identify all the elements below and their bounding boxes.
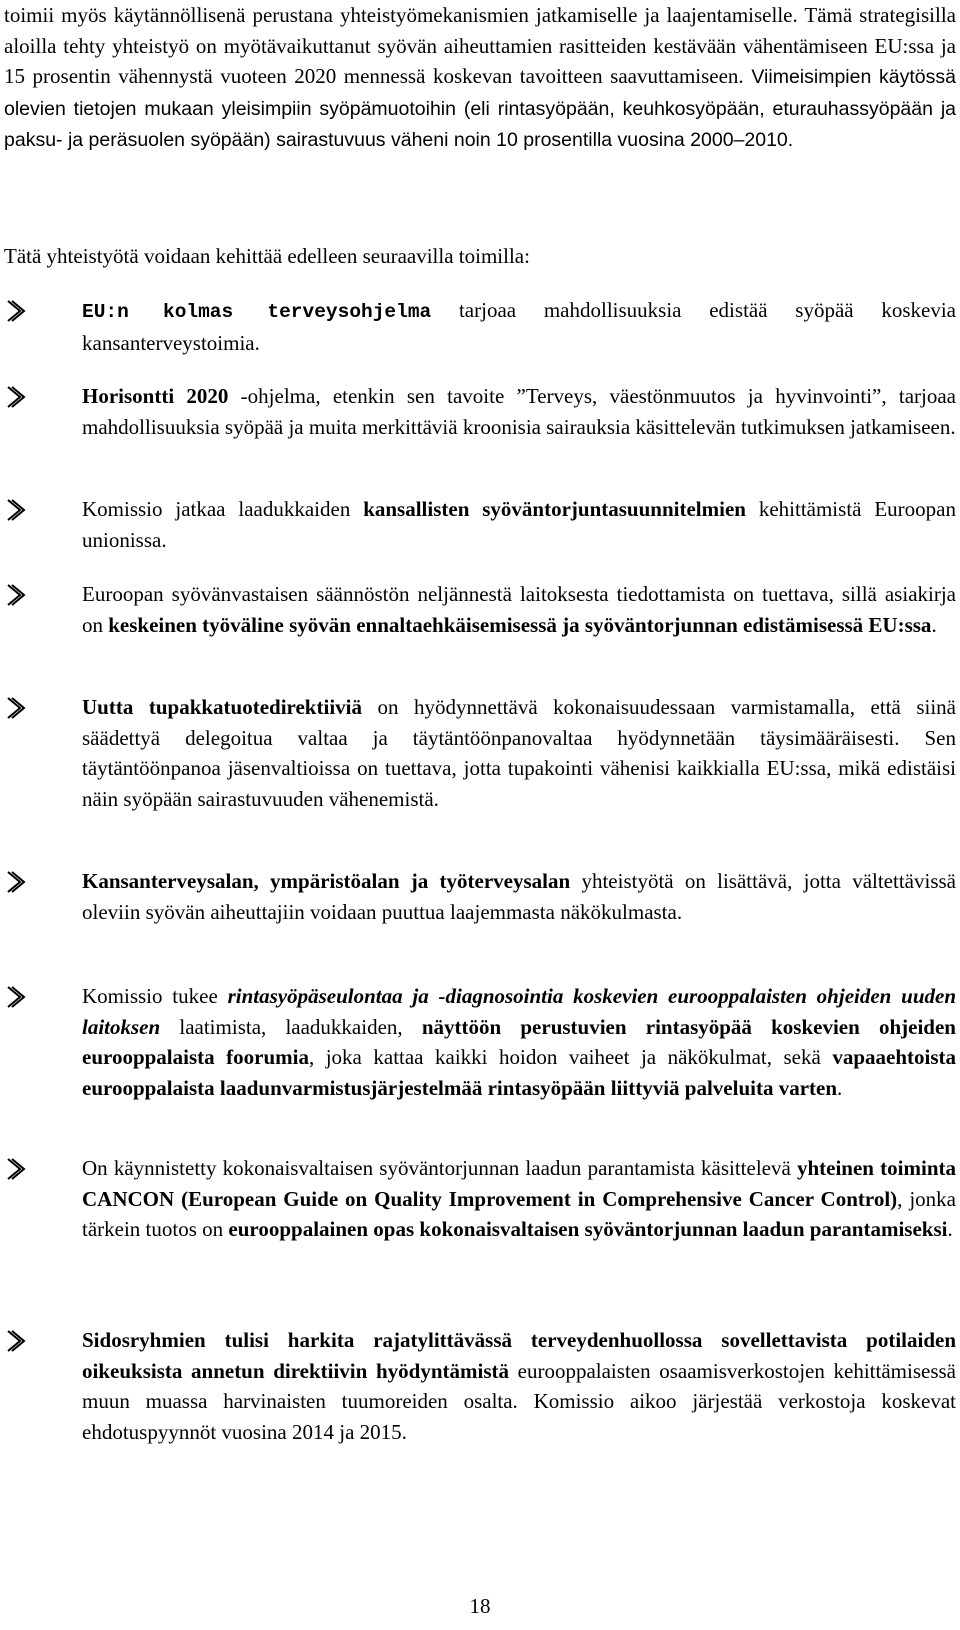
- page-number: 18: [469, 1594, 491, 1618]
- list-item-rest: on hyödynnettävä kokonaisuudessaan varmistamalla, että siinä säädettyä delegoitua valtaa ja täytäntöönpanovaltaa hyödynnetään täysimääräisesti. Sen täytäntöönpanoa jäsenvaltioissa on tuettava, jotta tupakointi vähenisi kaikkialla EU:ssa, mikä edistäisi näin syöpään sairastuvuuden vähenemistä.: [82, 695, 956, 811]
- list-item-text: [82, 579, 956, 640]
- bold-phrase: Kansanterveysalan, ympäristöalan ja työterveysalan: [82, 869, 571, 893]
- list-item-rest: .: [837, 1075, 843, 1100]
- bold-phrase: eurooppalainen opas kokonaisvaltaisen syöväntorjunnan laadun parantamiseksi: [228, 1217, 948, 1241]
- bullet-arrow-icon: [4, 984, 34, 1010]
- list-item-text: [82, 1153, 956, 1245]
- list-item-mid: , joka kattaa kaikki hoidon vaiheet ja näkökulmat, sekä: [308, 1045, 833, 1069]
- list-item: [4, 981, 956, 1103]
- top-paragraph-part2: Viimeisimpien käytössä olevien tietojen mukaan yleisimpiin syöpämuotoihin (eli rintasyöpään, keuhkosyöpään, eturauhassyöpään ja paksu- ja peräsuolen syöpään) sairastuvuus väheni noin 10 prosentilla vuosina 2000–2010.: [4, 66, 956, 151]
- list-item-pre: Euroopan syövänvastaisen säännöstön neljännestä laitoksesta tiedottamista on tuettava, sillä asiakirja on: [82, 582, 956, 637]
- list-item: [4, 1153, 956, 1245]
- list-item-mid: , jonka tärkein tuotos on: [82, 1186, 956, 1241]
- list-item: [4, 692, 956, 814]
- top-paragraph-part1: toimii myös käytännöllisenä perustana yhteistyömekanismien jatkamiselle ja laajentamiselle. Tämä strategisilla aloilla tehty yhteistyö on myötävaikuttanut syövän aiheuttamien rasitteiden kestävään vähentämiseen EU:ssa ja 15 prosentin vähennystä vuoteen 2020 mennessä koskevan tavoitteen saavuttamiseen.: [4, 3, 956, 88]
- list-item-text: [82, 981, 956, 1103]
- top-paragraph: [4, 0, 956, 156]
- bullet-arrow-icon: [4, 384, 34, 410]
- list-item-rest: .: [931, 612, 937, 637]
- bullet-arrow-icon: [4, 1156, 34, 1182]
- list-item-text: [82, 1325, 956, 1447]
- list-item: [4, 381, 956, 442]
- bold-phrase: vapaaehtoista eurooppalaista laadunvarmistusjärjestelmää rintasyöpään liittyviä palveluita varten: [82, 1045, 956, 1100]
- bold-phrase: keskeinen työväline syövän ennaltaehkäisemisessä ja syöväntorjunnan edistämisessä EU:ssa: [108, 612, 932, 637]
- bold-phrase: Horisontti 2020: [82, 384, 229, 408]
- list-item-rest: -ohjelma, etenkin sen tavoite ”Terveys, väestönmuutos ja hyvinvointi”, tarjoaa mahdollisuuksia syöpää ja muita merkittäviä kroonisia sairauksia käsittelevän tutkimuksen jatkamiseen.: [82, 384, 956, 439]
- bullet-arrow-icon: [4, 1328, 34, 1354]
- list-item-pre: On käynnistetty kokonaisvaltaisen syöväntorjunnan laadun parantamista käsittelevä: [82, 1156, 797, 1180]
- list-item-rest: .: [947, 1217, 953, 1241]
- bullet-arrow-icon: [4, 695, 34, 721]
- list-item: [4, 295, 956, 358]
- list-item-text: [82, 692, 956, 814]
- list-item-text: [82, 381, 956, 442]
- list-item-text: [82, 866, 956, 927]
- list-item-mid: laatimista, laadukkaiden,: [160, 1014, 422, 1039]
- bullet-arrow-icon: [4, 298, 34, 324]
- bold-phrase: kansallisten syöväntorjuntasuunnitelmien: [363, 497, 746, 521]
- list-item: [4, 866, 956, 927]
- bold-italic-phrase: rintasyöpäseulontaa ja -diagnosointia koskevien eurooppalaisten ohjeiden uuden laitoksen: [82, 984, 956, 1039]
- bold-phrase: yhteinen toiminta CANCON (European Guide on Quality Improvement in Comprehensive Cancer Control): [82, 1156, 956, 1211]
- list-item: [4, 579, 956, 640]
- bold-phrase: EU:n kolmas terveysohjelma: [82, 301, 432, 323]
- list-item-text: [82, 494, 956, 555]
- list-item: [4, 1325, 956, 1447]
- bold-phrase: näyttöön perustuvien rintasyöpää koskevien ohjeiden eurooppalaista foorumia: [82, 1014, 956, 1069]
- list-item: [4, 494, 956, 555]
- bold-phrase: Sidosryhmien tulisi harkita rajatylittävässä terveydenhuollossa sovellettavista potilaiden oikeuksista annetun direktiivin hyödyntämistä: [82, 1328, 956, 1383]
- list-item-pre: Komissio jatkaa laadukkaiden: [82, 497, 364, 521]
- bullet-arrow-icon: [4, 582, 34, 608]
- list-item-rest: kehittämistä Euroopan unionissa.: [82, 497, 956, 552]
- list-item-rest: yhteistyötä on lisättävä, jotta vältettävissä oleviin syövän aiheuttajiin voidaan puuttua laajemmasta näkökulmasta.: [82, 869, 956, 924]
- list-item-rest: eurooppalaisten osaamisverkostojen kehittämisessä muun muassa harvinaisten tuumoreiden osalta. Komissio aikoo järjestää verkostoja koskevat ehdotuspyynnöt vuosina 2014 ja 2015.: [82, 1358, 956, 1444]
- bullet-arrow-icon: [4, 869, 34, 895]
- list-item-pre: Komissio tukee: [82, 984, 228, 1008]
- list-item-rest: tarjoaa mahdollisuuksia edistää syöpää koskevia kansanterveystoimia.: [82, 298, 956, 355]
- list-item-text: [82, 295, 956, 358]
- bullet-arrow-icon: [4, 497, 34, 523]
- bold-phrase: Uutta tupakkatuotedirektiiviä: [82, 695, 362, 719]
- intro-sentence: Tätä yhteistyötä voidaan kehittää edelleen seuraavilla toimilla:: [4, 244, 530, 268]
